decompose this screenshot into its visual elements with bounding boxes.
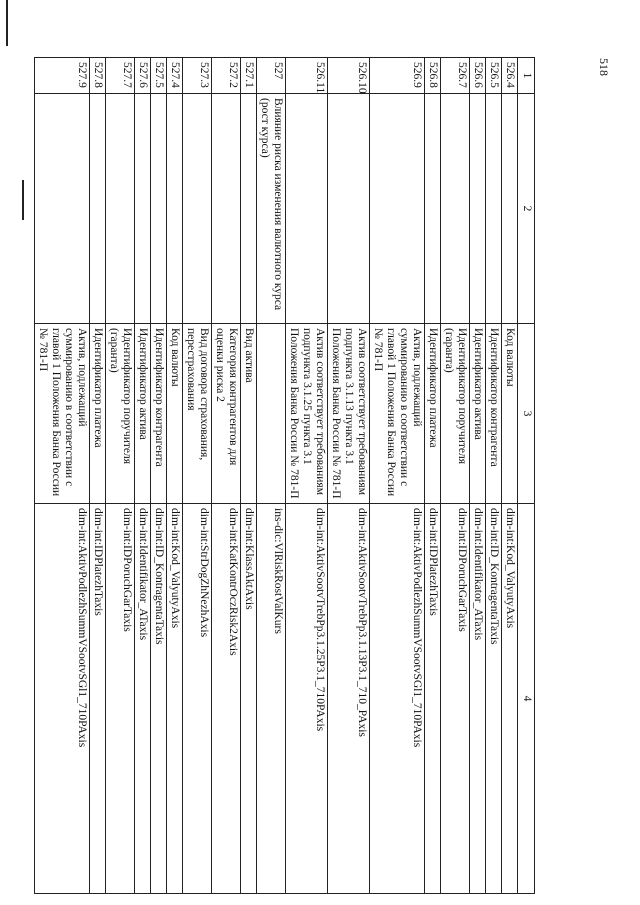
page-number: 518	[597, 58, 611, 76]
table-row	[90, 58, 106, 894]
cell-col3: Идентификатор контрагента	[486, 324, 502, 504]
table-row	[212, 58, 241, 894]
cell-col3: Идентификатор платежа	[425, 324, 441, 504]
cell-col2	[90, 94, 106, 324]
cell-num: 527.2	[212, 58, 241, 94]
cell-num: 526.11	[286, 58, 328, 94]
table-row	[167, 58, 183, 894]
table-row	[106, 58, 135, 894]
cell-col3: Код валюты	[167, 324, 183, 504]
cell-col3: Актив, подлежащий суммированию в соответствии с главой 1 Положения Банка России № 781-П	[35, 324, 90, 504]
cell-num: 526.4	[502, 58, 518, 94]
cell-col2	[106, 94, 135, 324]
cell-col4: dim-int:IDPlatezhTaxis	[425, 504, 441, 894]
cell-col4: dim-int:AktivSootvTrebPp3.1.25P3.1_710PAxis	[286, 504, 328, 894]
cell-col2	[502, 94, 518, 324]
header-col-3: 3	[518, 324, 535, 504]
binding-mark-bottom	[22, 180, 24, 220]
cell-col3: Идентификатор актива	[135, 324, 151, 504]
cell-col4: ins-dic:VlRiskRostValKurs	[257, 504, 286, 894]
table-row	[441, 58, 470, 894]
cell-col2	[370, 94, 425, 324]
cell-col4: dim-int:KlassAktAxis	[241, 504, 257, 894]
header-col-2: 2	[518, 94, 535, 324]
table-row	[486, 58, 502, 894]
cell-col3: Актив соответствует требованиям подпункта 3.1.13 пункта 3.1 Положения Банка России № 781-П	[328, 324, 370, 504]
cell-num: 527.8	[90, 58, 106, 94]
cell-col3: Вид актива	[241, 324, 257, 504]
cell-col2	[486, 94, 502, 324]
cell-num: 526.6	[470, 58, 486, 94]
table-row	[183, 58, 212, 894]
table-row	[470, 58, 486, 894]
cell-col3: Актив соответствует требованиям подпункта 3.1.25 пункта 3.1 Положения Банка России № 781-П	[286, 324, 328, 504]
cell-col2	[241, 94, 257, 324]
table-row	[328, 58, 370, 894]
cell-col2	[212, 94, 241, 324]
cell-num: 526.5	[486, 58, 502, 94]
cell-col4: dim-int:StrDogZhNezhAxis	[183, 504, 212, 894]
table-row	[135, 58, 151, 894]
cell-num: 527.7	[106, 58, 135, 94]
cell-col2	[328, 94, 370, 324]
table-header-row	[518, 58, 535, 894]
cell-col4: dim-int:Kod_ValyutyAxis	[502, 504, 518, 894]
cell-col2	[183, 94, 212, 324]
cell-num: 527.1	[241, 58, 257, 94]
table-row	[241, 58, 257, 894]
cell-col4: dim-int:AktivSootvTrebPp3.1.13P3.1_710_PAxis	[328, 504, 370, 894]
rotated-table-frame	[37, 57, 535, 893]
cell-col4: dim-int:IDPoruchGarTaxis	[441, 504, 470, 894]
cell-col3: Актив, подлежащий суммированию в соответствии с главой 1 Положения Банка России № 781-П	[370, 324, 425, 504]
cell-col2	[441, 94, 470, 324]
table-row	[151, 58, 167, 894]
cell-col2	[35, 94, 90, 324]
cell-col4: dim-int:AktivPodlezhSummVSootvSGl1_710PAxis	[370, 504, 425, 894]
cell-col3: Код валюты	[502, 324, 518, 504]
cell-col4: dim-int:Kod_ValyutyAxis	[167, 504, 183, 894]
cell-col3: Категория контрагентов для оценки риска 2	[212, 324, 241, 504]
cell-col4: dim-int:IDPlatezhTaxis	[90, 504, 106, 894]
cell-num: 527.5	[151, 58, 167, 94]
cell-num: 526.10	[328, 58, 370, 94]
cell-col3: Идентификатор платежа	[90, 324, 106, 504]
cell-col4: dim-int:Identifikator_ATaxis	[470, 504, 486, 894]
cell-col4: dim-int:Identifikator_ATaxis	[135, 504, 151, 894]
cell-col2	[425, 94, 441, 324]
table-row	[286, 58, 328, 894]
table-row	[35, 58, 90, 894]
cell-num: 527.4	[167, 58, 183, 94]
cell-col4: dim-int:KatKontrOczRisk2Axis	[212, 504, 241, 894]
cell-num: 526.9	[370, 58, 425, 94]
binding-mark-top	[6, 0, 8, 46]
cell-col2	[151, 94, 167, 324]
cell-num: 527.9	[35, 58, 90, 94]
cell-num: 527.6	[135, 58, 151, 94]
table-row	[502, 58, 518, 894]
cell-col3: Идентификатор поручителя (гаранта)	[441, 324, 470, 504]
cell-col4: dim-int:AktivPodlezhSummVSootvSGl1_710PAxis	[35, 504, 90, 894]
table-row	[370, 58, 425, 894]
cell-col4: dim-int:ID_KontragentaTaxis	[486, 504, 502, 894]
header-col-1: 1	[518, 58, 535, 94]
cell-col3: Вид договора страхования, перестрахования	[183, 324, 212, 504]
cell-num: 526.8	[425, 58, 441, 94]
cell-col2	[470, 94, 486, 324]
header-col-4: 4	[518, 504, 535, 894]
cell-col4: dim-int:ID_KontragentaTaxis	[151, 504, 167, 894]
rotated-table-content	[37, 57, 535, 893]
cell-col2	[286, 94, 328, 324]
cell-num: 527	[257, 58, 286, 94]
cell-col3: Идентификатор поручителя (гаранта)	[106, 324, 135, 504]
cell-col3: Идентификатор актива	[470, 324, 486, 504]
cell-col3	[257, 324, 286, 504]
table-body	[35, 58, 518, 894]
cell-col4: dim-int:IDPoruchGarTaxis	[106, 504, 135, 894]
cell-col2	[135, 94, 151, 324]
table-row	[257, 58, 286, 894]
cell-num: 526.7	[441, 58, 470, 94]
cell-num: 527.3	[183, 58, 212, 94]
data-table	[34, 57, 535, 894]
cell-col2	[167, 94, 183, 324]
cell-col3: Идентификатор контрагента	[151, 324, 167, 504]
table-row	[425, 58, 441, 894]
cell-col2: Влияние риска изменения валютного курса (рост курса)	[257, 94, 286, 324]
